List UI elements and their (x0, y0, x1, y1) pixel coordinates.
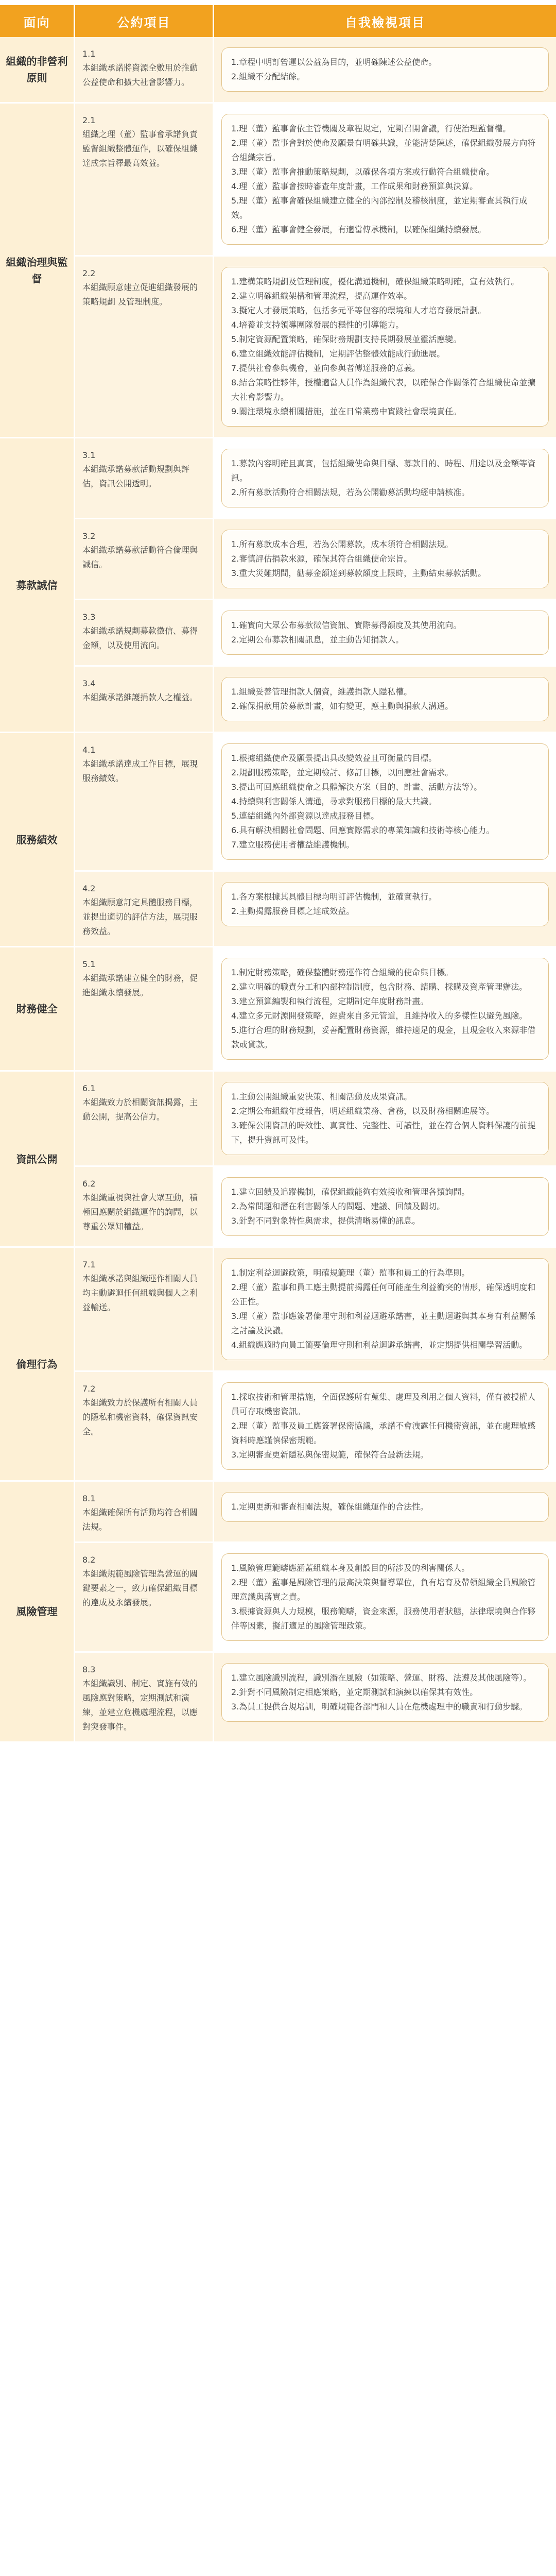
self-review-item: 2.定期公布募款相關訊息，並主動告知捐款人。 (231, 635, 404, 645)
charter-item-number: 6.1 (82, 1083, 96, 1093)
self-review-cell (214, 600, 556, 667)
self-review-cell (214, 733, 556, 872)
self-review-box (221, 611, 549, 655)
self-review-box (221, 114, 549, 245)
self-review-box (221, 743, 549, 860)
self-review-box (221, 1553, 549, 1641)
charter-item-number: 8.1 (82, 1494, 96, 1503)
self-review-item: 5.制定資源配置策略，確保財務規劃支持長期發展並靈活應變。 (231, 334, 462, 344)
self-review-box (221, 1258, 549, 1360)
charter-item-text: 本組織確保所有活動均符合相關法規。 (82, 1507, 198, 1532)
charter-item-text: 本組織重視與社會大眾互動，積極回應關於組織運作的詢問，以尊重公眾知權益。 (82, 1193, 198, 1231)
charter-item-text: 組織之理（董）監事會承諾負責監督組織整體運作，以確保組織達成宗旨釋最高效益。 (82, 129, 198, 168)
self-review-cell (214, 1072, 556, 1167)
self-review-item: 1.募款內容明確且真實，包括組織使命與目標、募款目的、時程、用途以及金額等資訊。 (231, 459, 536, 483)
self-review-item: 1.各方案根據其具體目標均明訂評估機制，並確實執行。 (231, 892, 437, 902)
self-review-box (221, 677, 549, 721)
self-review-item: 8.結合策略性夥伴，授權適當人員作為組織代表，以確保合作關係符合組織使命並擴大社會影響力。 (231, 378, 536, 402)
charter-item-text: 本組織承諾募款活動規劃與評估，資訊公開透明。 (82, 464, 190, 488)
self-review-item: 1.制定財務策略，確保整體財務運作符合組織的使命與目標。 (231, 968, 454, 977)
charter-item-cell (75, 438, 214, 519)
self-review-item: 6.理（董）監事會健全發展，有適當傳承機制，以確保組織持續發展。 (231, 225, 486, 234)
self-review-box (221, 1177, 549, 1236)
self-review-item: 2.審慎評估捐款來源，確保其符合組織使命宗旨。 (231, 554, 412, 564)
table-row (0, 1372, 556, 1482)
self-review-item: 2.理（董）監事及員工應簽署保密協議，承諾不會洩露任何機密資訊，並在處理敏感資料時應謹慎保密規範。 (231, 1421, 536, 1445)
self-review-item: 1.建立回饋及追蹤機制，確保組織能夠有效接收和管理各類詢問。 (231, 1187, 470, 1197)
self-review-cell (214, 1248, 556, 1372)
charter-item-number: 8.2 (82, 1555, 96, 1565)
self-review-item: 3.提出可回應組織使命之具體解決方案（目的、計畫、活動方法等）。 (231, 782, 482, 792)
charter-item-number: 3.4 (82, 679, 96, 688)
charter-item-cell (75, 947, 214, 1072)
charter-item-number: 5.1 (82, 959, 96, 969)
self-review-item: 4.組織應適時向員工簡要倫理守則和利益迴避承諾書，並定期提供相關學習活動。 (231, 1340, 528, 1350)
self-review-box (221, 1382, 549, 1470)
charter-item-number: 4.1 (82, 745, 96, 755)
category-cell: 資訊公開 (0, 1072, 75, 1248)
charter-item-cell (75, 519, 214, 600)
self-review-cell (214, 872, 556, 947)
self-review-item: 3.確保公開資訊的時效性、真實性、完整性、可讀性，並在符合個人資料保護的前提下，提升資訊可及性。 (231, 1121, 536, 1145)
charter-item-cell (75, 667, 214, 733)
header-self-review: 自我檢視項目 (214, 5, 556, 37)
table-row (0, 1167, 556, 1248)
self-review-item: 3.根據資源與人力規模，服務範疇，資金來源，服務使用者狀態，法律環境與合作夥伴等因素，擬訂適足的風險管理政策。 (231, 1606, 536, 1631)
self-review-box (221, 449, 549, 507)
self-review-item: 1.確實向大眾公布募款徵信資訊、實際募得額度及其使用流向。 (231, 620, 462, 630)
header-charter-item: 公約項目 (75, 5, 214, 37)
self-review-item: 3.理（董）監事會推動策略規劃，以確保各項方案或行動符合組織使命。 (231, 167, 495, 177)
self-review-box (221, 267, 549, 427)
self-review-item: 6.具有解決相關社會問題、回應實際需求的專業知識和技術等核心能力。 (231, 825, 495, 835)
self-review-item: 1.理（董）監事會依主管機關及章程規定，定期召開會議，行使治理監督權。 (231, 124, 511, 133)
self-review-item: 2.定期公布組織年度報告，明述組織業務、會務，以及財務相關進展等。 (231, 1106, 495, 1116)
charter-item-cell (75, 1072, 214, 1167)
self-review-box (221, 1492, 549, 1522)
self-review-box (221, 958, 549, 1060)
self-review-item: 1.組織妥善管理捐款人個資，維護捐款人隱私權。 (231, 687, 412, 697)
charter-item-text: 本組織識別、制定、實施有效的風險應對策略，定期測試和演練，並建立危機處理流程，以應對突發事件。 (82, 1679, 198, 1732)
self-review-item: 1.章程中明訂營運以公益為目的，並明確陳述公益使命。 (231, 57, 437, 67)
table-row (0, 37, 556, 104)
self-review-cell (214, 1372, 556, 1482)
category-cell: 組織治理與監督 (0, 104, 75, 438)
charter-item-text: 本組織承諾將資源全數用於推動公益使命和擴大社會影響力。 (82, 63, 198, 87)
self-review-item: 2.理（董）監事和員工應主動提前揭露任何可能產生利益衝突的情形，確保透明度和公正性。 (231, 1282, 536, 1307)
charter-item-number: 8.3 (82, 1665, 96, 1674)
charter-item-text: 本組織規範風險管理為營運的關鍵要素之一，致力確保組織目標的達成及永續發展。 (82, 1569, 198, 1607)
self-review-item: 1.根據組織使命及願景提出具改變效益且可衡量的目標。 (231, 753, 437, 763)
charter-item-cell (75, 1543, 214, 1653)
self-review-item: 1.定期更新和審查相關法規，確保組織運作的合法性。 (231, 1502, 429, 1512)
charter-item-text: 本組織願意建立促進組織發展的策略規劃 及管理制度。 (82, 282, 198, 307)
self-review-item: 4.建立多元財源開發策略，經費來自多元管道，且維持收入的多樣性以避免風險。 (231, 1011, 528, 1021)
table-body (0, 37, 556, 1743)
self-review-cell (214, 257, 556, 438)
self-review-item: 9.關注環境永續相關措施，並在日常業務中實踐社會環境責任。 (231, 406, 462, 416)
charter-item-cell (75, 733, 214, 872)
charter-item-number: 1.1 (82, 49, 96, 59)
charter-item-text: 本組織承諾規劃募款徵信、募得金額，以及使用流向。 (82, 626, 198, 650)
self-review-item: 3.建立預算編製和執行流程，定期制定年度財務計畫。 (231, 996, 429, 1006)
table-row (0, 667, 556, 733)
self-review-item: 3.擬定人才發展策略，包括多元平等包容的環境和人才培育發展計劃。 (231, 306, 486, 315)
charter-item-text: 本組織願意訂定具體服務目標，並提出適切的評估方法，展現服務效益。 (82, 897, 198, 936)
self-review-item: 3.為員工提供合規培訓，明確規範各部門和人員在危機處理中的職責和行動步驟。 (231, 1702, 528, 1711)
self-review-item: 2.建立明確的職責分工和內部控制制度，包含財務、請購、採購及資產管理辦法。 (231, 982, 528, 992)
charter-item-text: 本組織承諾與組織運作相關人員均主動避迴任何組織與個人之利益輸送。 (82, 1274, 198, 1312)
charter-item-number: 6.2 (82, 1179, 96, 1189)
self-review-cell (214, 1167, 556, 1248)
category-cell: 募款誠信 (0, 438, 75, 733)
charter-item-text: 本組織致力於相關資訊揭露，主動公開，提高公信力。 (82, 1097, 198, 1122)
self-review-item: 4.持續與利害關係人溝通，尋求對服務目標的最大共識。 (231, 796, 437, 806)
self-review-item: 5.理（董）監事會確保組織建立健全的內部控制及稽核制度，並定期審查其執行成效。 (231, 196, 528, 220)
self-review-cell (214, 438, 556, 519)
table-row (0, 438, 556, 519)
self-review-item: 1.制定利益迴避政策，明確規範理（董）監事和員工的行為準則。 (231, 1268, 470, 1278)
table-row (0, 872, 556, 947)
table-header-row (0, 5, 556, 37)
self-review-item: 5.進行合理的財務規劃，妥善配置財務資源，維持適足的現金，且現金收入來源非借款或貸款。 (231, 1025, 536, 1049)
self-review-item: 2.主動揭露服務目標之達成效益。 (231, 906, 355, 916)
self-review-box (221, 1082, 549, 1155)
self-review-item: 1.所有募款成本合理，若為公開募款，成本須符合相關法規。 (231, 539, 454, 549)
self-review-box (221, 1663, 549, 1722)
self-review-item: 5.連結組織內外部資源以達成服務目標。 (231, 811, 379, 821)
self-review-box (221, 530, 549, 588)
self-review-item: 2.確保捐款用於募款計畫，如有變更，應主動與捐款人溝通。 (231, 701, 454, 711)
self-review-item: 2.所有募款活動符合相關法規，若為公開勸募活動均經申請核准。 (231, 487, 470, 497)
table-row (0, 1653, 556, 1743)
charter-item-cell (75, 600, 214, 667)
self-review-cell (214, 519, 556, 600)
self-review-item: 4.理（董）監事會按時審查年度計畫，工作成果和財務預算與決算。 (231, 181, 478, 191)
charter-item-cell (75, 37, 214, 104)
charter-item-text: 本組織致力於保護所有相關人員的隱私和機密資料，確保資訊安全。 (82, 1398, 198, 1436)
self-review-cell (214, 104, 556, 257)
self-review-item: 2.針對不同風險制定相應策略，並定期測試和演練以確保其有效性。 (231, 1687, 478, 1697)
self-review-item: 2.理（董）監事是風險管理的最高決策與督導單位，負有培育及帶領組織全員風險管理意識與落實之責。 (231, 1578, 536, 1602)
category-cell: 組織的非營利原則 (0, 37, 75, 104)
table-row (0, 519, 556, 600)
self-review-item: 1.建構策略規劃及管理制度，優化溝通機制，確保組織策略明確，宣有效執行。 (231, 277, 519, 286)
self-review-cell (214, 1482, 556, 1543)
self-review-item: 1.建立風險識別流程，識別潛在風險（如策略、營運、財務、法遵及其他風險等）。 (231, 1673, 532, 1683)
category-cell: 財務健全 (0, 947, 75, 1072)
charter-item-number: 3.2 (82, 531, 96, 541)
charter-item-text: 本組織承諾達成工作目標，展現服務績效。 (82, 759, 198, 783)
charter-item-cell (75, 257, 214, 438)
charter-item-cell (75, 1248, 214, 1372)
self-review-cell (214, 667, 556, 733)
self-review-item: 2.理（董）監事會對於使命及願景有明確共識，並能清楚陳述，確保組織發展方向符合組織宗旨。 (231, 138, 536, 162)
self-review-item: 3.針對不同對象特性與需求，提供清晰易懂的訊息。 (231, 1216, 421, 1226)
charter-item-text: 本組織承諾維護捐款人之權益。 (82, 692, 198, 702)
self-review-item: 1.主動公開組織重要決策、相關活動及成果資訊。 (231, 1092, 412, 1101)
self-review-item: 1.風險管理範疇應涵蓋組織本身及創設目的所涉及的利害關係人。 (231, 1563, 470, 1573)
table-row (0, 1482, 556, 1543)
charter-item-number: 2.1 (82, 115, 96, 125)
charter-item-number: 4.2 (82, 884, 96, 893)
charter-item-cell (75, 104, 214, 257)
self-review-item: 2.組織不分配結餘。 (231, 72, 305, 81)
table-row (0, 947, 556, 1072)
charter-item-cell (75, 1653, 214, 1743)
self-review-cell (214, 1543, 556, 1653)
self-review-box (221, 47, 549, 92)
header-aspect: 面向 (0, 5, 75, 37)
category-cell: 風險管理 (0, 1482, 75, 1743)
charter-item-number: 7.1 (82, 1260, 96, 1269)
charter-item-text: 本組織承諾募款活動符合倫理與誠信。 (82, 545, 198, 569)
self-review-cell (214, 947, 556, 1072)
category-cell: 倫理行為 (0, 1248, 75, 1482)
self-review-item: 3.重大災難期間，勸募金額達到募款額度上限時，主動結束募款活動。 (231, 568, 486, 578)
self-review-item: 3.理（董）監事應簽署倫理守則和利益迴避承諾書，並主動迴避與其本身有利益關係之討論及決議。 (231, 1311, 536, 1335)
category-cell: 服務績效 (0, 733, 75, 947)
table-row (0, 1072, 556, 1167)
charter-item-number: 7.2 (82, 1384, 96, 1394)
self-review-item: 7.建立服務使用者權益維護機制。 (231, 840, 355, 850)
table-row (0, 257, 556, 438)
self-review-item: 6.建立組織效能評估機制，定期評估整體效能成行動進展。 (231, 349, 445, 359)
charter-item-number: 3.1 (82, 450, 96, 460)
table-row (0, 1543, 556, 1653)
self-review-item: 1.採取技術和管理措施，全面保護所有蒐集、處理及利用之個人資料，僅有被授權人員可存取機密資訊。 (231, 1392, 536, 1416)
charter-table (0, 5, 556, 1743)
self-review-item: 4.培養並支持領導團隊發展的穩性的引導能力。 (231, 320, 404, 330)
charter-item-cell (75, 1482, 214, 1543)
charter-item-cell (75, 872, 214, 947)
charter-item-cell (75, 1372, 214, 1482)
self-review-item: 2.為常問題和潛在利害關係人的問題、建議、回饋及關切。 (231, 1201, 445, 1211)
table-row (0, 600, 556, 667)
table-row (0, 733, 556, 872)
table-row (0, 1248, 556, 1372)
charter-item-number: 3.3 (82, 612, 96, 622)
charter-item-number: 2.2 (82, 268, 96, 278)
self-review-item: 2.建立明確組織架構和管理流程，提高運作效率。 (231, 291, 412, 301)
table-row (0, 104, 556, 257)
self-review-cell (214, 1653, 556, 1743)
self-review-item: 2.規劃服務策略，並定期檢討、修訂目標，以回應社會需求。 (231, 768, 454, 777)
self-review-item: 7.提供社會參與機會，並向參與者傳達服務的意義。 (231, 363, 421, 373)
self-review-item: 3.定期審查更新隱私與保密規範，確保符合最新法規。 (231, 1450, 429, 1460)
self-review-box (221, 882, 549, 926)
self-review-cell (214, 37, 556, 104)
charter-item-text: 本組織承諾建立健全的財務，促進組織永續發展。 (82, 973, 198, 997)
charter-item-cell (75, 1167, 214, 1248)
